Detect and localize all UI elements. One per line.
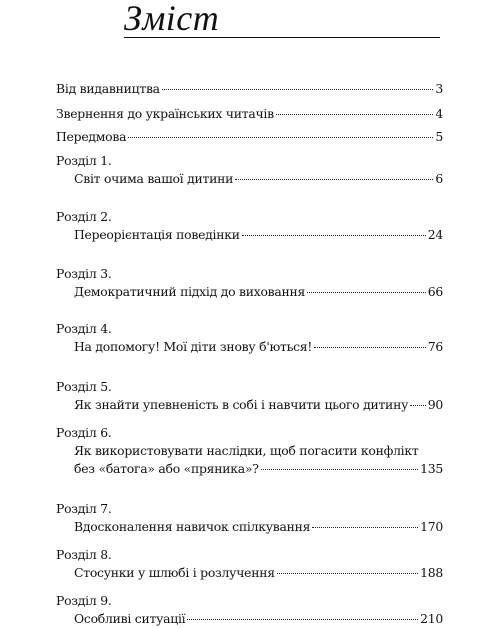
toc-entry[interactable] xyxy=(56,320,443,356)
toc-entry[interactable] xyxy=(56,152,443,188)
page-number: 170 xyxy=(420,519,443,534)
page-number: 4 xyxy=(435,106,443,121)
entry-title: Демократичний підхід до виховання xyxy=(74,284,306,299)
dot-leader xyxy=(312,527,418,528)
page-number: 76 xyxy=(427,339,443,354)
dot-leader xyxy=(261,469,419,470)
entry-title: На допомогу! Мої діти знову б'ються! xyxy=(74,339,313,354)
entry-title: Вдосконалення навичок спілкування xyxy=(74,519,311,534)
page-number: 24 xyxy=(427,227,443,242)
dot-leader xyxy=(410,405,426,406)
chapter-heading: Розділ 4. xyxy=(56,321,112,336)
dot-leader xyxy=(307,292,426,293)
dot-leader xyxy=(187,619,418,620)
toc-entry[interactable] xyxy=(56,592,443,628)
chapter-heading: Розділ 1. xyxy=(56,153,112,168)
page-number: 90 xyxy=(427,397,443,412)
entry-title: Від видавництва xyxy=(56,81,160,96)
page-number: 5 xyxy=(435,129,443,144)
chapter-heading: Розділ 5. xyxy=(56,379,112,394)
toc-entry[interactable] xyxy=(56,265,443,301)
entry-title: без «батога» або «пряника»? xyxy=(74,461,259,476)
dot-leader xyxy=(235,179,433,180)
dot-leader xyxy=(162,89,434,90)
toc-entry[interactable] xyxy=(56,105,443,123)
entry-title: Світ очима вашої дитини xyxy=(74,171,234,186)
toc-entry[interactable] xyxy=(56,128,443,146)
page-title: Зміст xyxy=(124,0,220,38)
toc-entry[interactable] xyxy=(56,500,443,536)
toc-entry[interactable] xyxy=(56,208,443,244)
entry-title: Стосунки у шлюбі і розлучення xyxy=(74,565,275,580)
chapter-heading: Розділ 3. xyxy=(56,266,112,281)
entry-title: Звернення до українських читачів xyxy=(56,106,274,121)
chapter-heading: Розділ 7. xyxy=(56,501,112,516)
chapter-heading: Розділ 6. xyxy=(56,425,112,440)
dot-leader xyxy=(242,235,426,236)
entry-title: Переорієнтація поведінки xyxy=(74,227,240,242)
chapter-heading: Розділ 2. xyxy=(56,209,112,224)
entry-title: Як використовувати наслідки, щоб погасити конфлікт xyxy=(74,443,419,458)
entry-title: Передмова xyxy=(56,129,127,144)
toc-entry[interactable] xyxy=(56,546,443,582)
entry-title: Як знайти упевненість в собі і навчити цього дитину xyxy=(74,397,409,412)
page-number: 6 xyxy=(435,171,443,186)
toc-entry[interactable] xyxy=(56,80,443,98)
toc-entry[interactable] xyxy=(56,424,443,478)
page-number: 135 xyxy=(420,461,443,476)
chapter-heading: Розділ 8. xyxy=(56,547,112,562)
page-number: 188 xyxy=(420,565,443,580)
dot-leader xyxy=(276,114,433,115)
dot-leader xyxy=(314,347,426,348)
page-number: 3 xyxy=(435,81,443,96)
dot-leader xyxy=(128,137,433,138)
toc-entry[interactable] xyxy=(56,378,443,414)
page-number: 66 xyxy=(427,284,443,299)
entry-title: Особливі ситуації xyxy=(74,611,186,626)
title-underline xyxy=(124,37,440,38)
page-number: 210 xyxy=(420,611,443,626)
dot-leader xyxy=(277,573,418,574)
chapter-heading: Розділ 9. xyxy=(56,593,112,608)
